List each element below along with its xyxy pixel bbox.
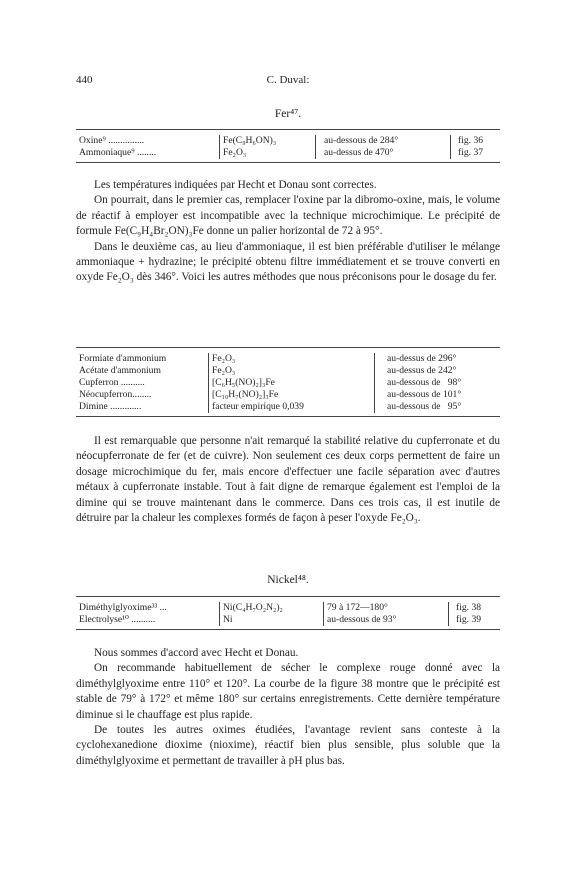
paragraph-block-1 — [76, 178, 500, 286]
table-row — [76, 614, 500, 626]
figure-cell: fig. 36 — [450, 135, 500, 147]
method-cell: Electrolyse¹⁰ .......... — [79, 614, 156, 625]
formula-cell: Fe₂O₃ — [219, 147, 315, 159]
paragraph-block-2 — [76, 434, 500, 526]
nickel-table — [76, 596, 500, 630]
formula-cell: Ni(C₄H₇O₂N₂)₂ — [219, 602, 323, 614]
temperature-cell: au-dessus de 296° — [374, 353, 500, 365]
method-cell: Acétate d'ammonium — [79, 365, 161, 376]
temperature-cell: 79 à 172—180° — [323, 602, 448, 614]
section-heading-fer: Fer⁴⁷. — [274, 108, 302, 120]
table-row — [76, 135, 500, 147]
fer-methods-table — [76, 347, 500, 417]
method-cell: Dimine ............. — [79, 401, 142, 412]
paragraph-block-3 — [76, 646, 500, 769]
formula-cell: Fe₂O₃ — [208, 353, 374, 365]
temperature-cell: au-dessous de 93° — [323, 614, 448, 626]
method-cell: Oxine⁹ ............... — [79, 135, 145, 146]
temperature-cell: au-dessous de 95° — [374, 401, 500, 413]
temperature-cell: au-dessus de 470° — [315, 147, 450, 159]
temperature-cell: au-dessous de 284° — [315, 135, 450, 147]
paragraph: Nous sommes d'accord avec Hecht et Donau. — [94, 647, 299, 659]
table-row — [76, 365, 500, 377]
paragraph: De toutes les autres oximes étudiées, l'avantage revient sans conteste à la cyclohexanedione dioxime (nioxime), réactif bien plus sensible, plus soluble que la diméthylglyoxime et permettant de travailler à pH plus bas. — [76, 724, 500, 767]
paragraph: On recommande habituellement de sécher le complexe rouge donné avec la diméthylglyoxime entre 110° et 120°. La courbe de la figure 38 montre que le précipité est stable de 79° à 172° et même 180° sur certains enregistrements. Cette dernière température diminue si le chauffage est plus rapide. — [76, 662, 500, 721]
fer-table — [76, 129, 500, 163]
method-cell: Néocupferron........ — [79, 389, 152, 400]
paragraph: On pourrait, dans le premier cas, remplacer l'oxine par la dibromo-oxine, mais, le volume de réactif à employer est incompatible avec la technique microchimique. Le précipité de formule Fe(C₉H₄Br₂ON)₃Fe donne un palier horizontal de 72 à 95°. — [76, 194, 500, 238]
formula-cell: Fe(C₉H₆ON)₃ — [219, 135, 315, 147]
formula-cell: [C₆H₅(NO)₂]₃Fe — [208, 377, 374, 389]
method-cell: Cupferron .......... — [79, 377, 145, 388]
table-row — [76, 602, 500, 614]
formula-cell: [C₁₀H₇(NO)₂]₃Fe — [208, 389, 374, 401]
section-heading-nickel: Nickel⁴⁸. — [267, 574, 309, 586]
method-cell: Ammoniaque⁹ ........ — [79, 147, 157, 158]
page-header — [76, 74, 500, 90]
figure-cell: fig. 39 — [448, 614, 500, 626]
formula-cell: Ni — [219, 614, 323, 626]
method-cell: Diméthylglyoxime³³ ... — [79, 602, 167, 613]
paragraph: Dans le deuxième cas, au lieu d'ammoniaque, il est bien préférable d'utiliser le mélange ammoniaque + hydrazine; le précipité obtenu filtre immédiatement et se trouve converti en oxyde Fe₂O₃ dès 346°. Voici les autres méthodes que nous préconisons pour le dosage du fer. — [76, 240, 500, 284]
method-cell: Formiate d'ammonium — [79, 353, 167, 364]
figure-cell: fig. 38 — [448, 602, 500, 614]
page-number: 440 — [76, 74, 93, 86]
temperature-cell: au-dessous de 101° — [374, 389, 500, 401]
table-row — [76, 147, 500, 159]
table-row — [76, 377, 500, 389]
running-title: C. Duval: — [266, 74, 310, 86]
formula-cell: facteur empirique 0,039 — [208, 401, 374, 413]
formula-cell: Fe₂O₃ — [208, 365, 374, 377]
table-row — [76, 353, 500, 365]
figure-cell: fig. 37 — [450, 147, 500, 159]
paragraph: Il est remarquable que personne n'ait remarqué la stabilité relative du cupferronate et du néocupferronate de fer (et de cuivre). Non seulement ces deux corps permettent de faire un dosage microchimique du fer, mais encore d'effectuer une facile séparation avec d'autres métaux à cupferronate instable. Tout à fait digne de remarque également est l'emploi de la dimine qui se trouve maintenant dans le commerce. Dans ces trois cas, il est inutile de détruire par la chaleur les complexes formés de façon à peser l'oxyde Fe₂O₃. — [76, 435, 500, 525]
table-row — [76, 401, 500, 413]
table-row — [76, 389, 500, 401]
temperature-cell: au-dessous de 98° — [374, 377, 500, 389]
paragraph: Les températures indiquées par Hecht et Donau sont correctes. — [94, 179, 377, 191]
temperature-cell: au-dessus de 242° — [374, 365, 500, 377]
